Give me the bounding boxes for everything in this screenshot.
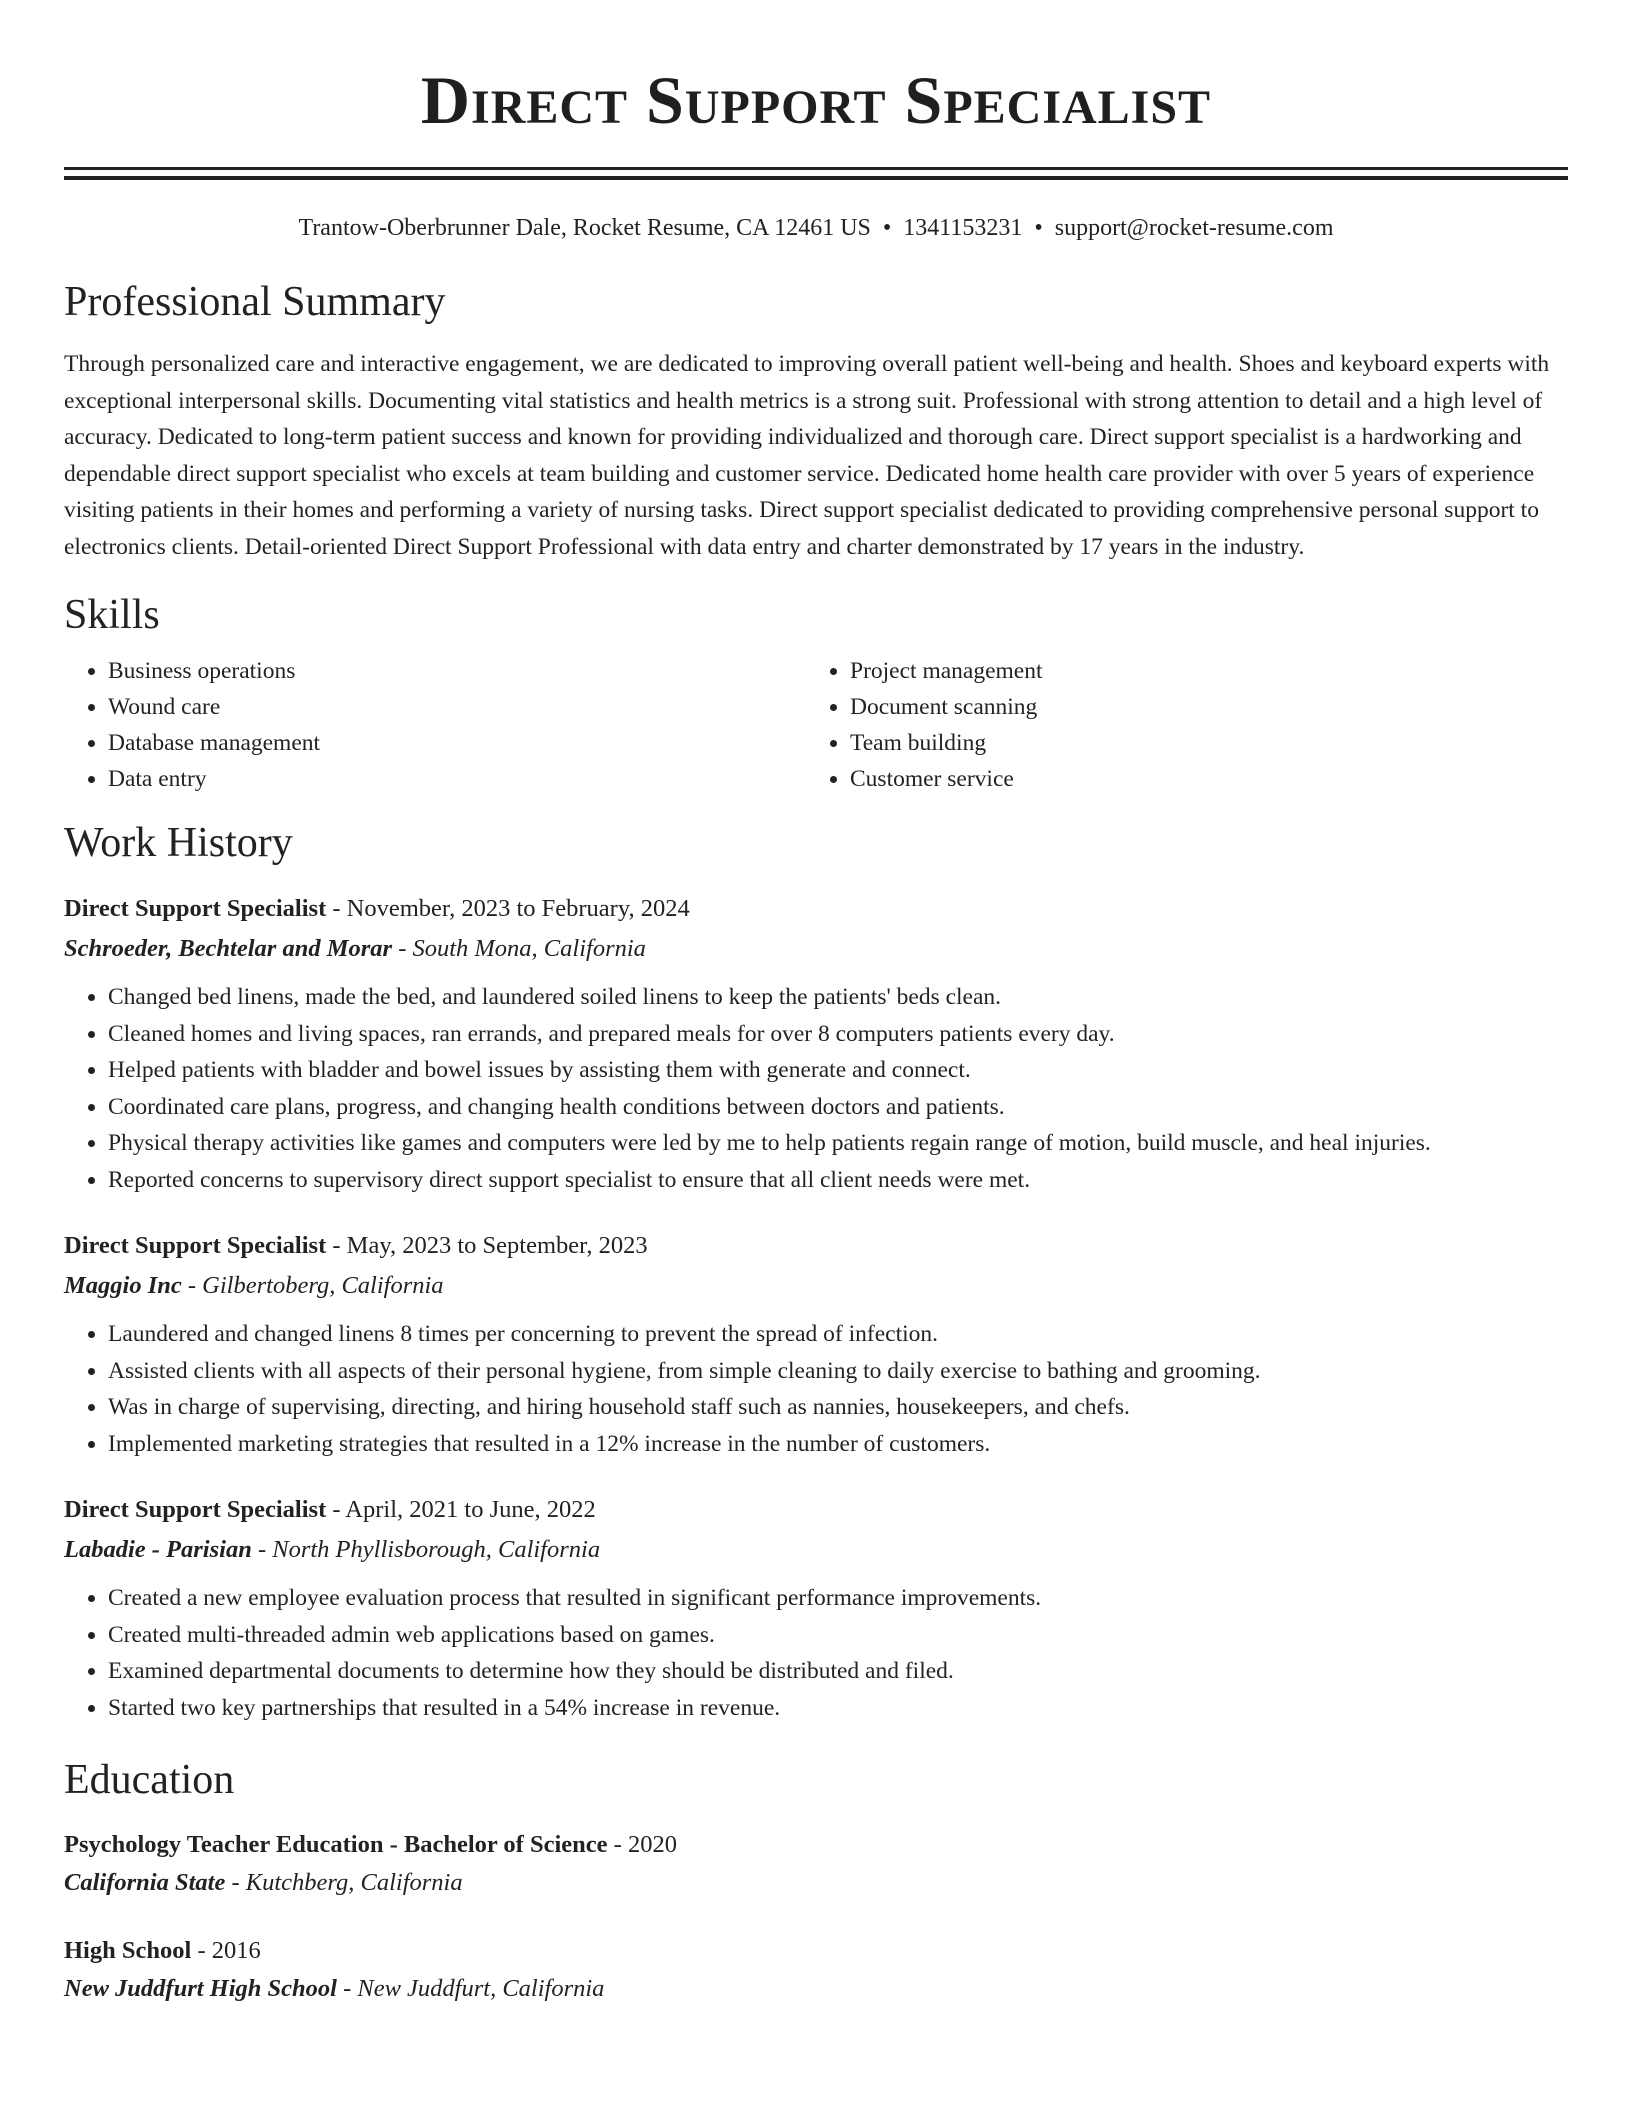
job-bullets [64, 979, 1568, 1198]
job-bullet: • Coordinated care plans, progress, and changing health conditions between doctors and patients. [108, 1089, 1568, 1126]
contact-line [64, 212, 1568, 244]
job-bullet: • Implemented marketing strategies that resulted in a 12% increase in the number of customers. [108, 1426, 1568, 1463]
skill-item: • Team building [850, 725, 1548, 761]
education-year: - 2020 [607, 1831, 677, 1858]
skill-item: • Data entry [108, 761, 806, 797]
job-role: Direct Support Specialist [64, 1496, 327, 1523]
contact-separator: • [1034, 215, 1043, 241]
education-header [64, 1932, 1568, 1970]
job-bullet: • Assisted clients with all aspects of their personal hygiene, from simple cleaning to daily exercise to bathing and grooming. [108, 1353, 1568, 1390]
contact-address: Trantow-Oberbrunner Dale, Rocket Resume, CA 12461 US [298, 215, 871, 241]
job-bullet: • Started two key partnerships that resulted in a 54% increase in revenue. [108, 1690, 1568, 1727]
skills-column-right [806, 653, 1548, 797]
job-location: - North Phyllisborough, California [251, 1536, 601, 1563]
education-school: New Juddfurt High School [64, 1975, 337, 2002]
header-rule-top [64, 167, 1568, 170]
job-bullet: • Cleaned homes and living spaces, ran errands, and prepared meals for over 8 computers patients every day. [108, 1016, 1568, 1053]
skill-item: • Project management [850, 653, 1548, 689]
education-header [64, 1826, 1568, 1864]
education-entry [64, 1932, 1568, 2008]
job-employer [64, 1530, 1568, 1570]
job-bullet: • Created a new employee evaluation process that resulted in significant performance improvements. [108, 1580, 1568, 1617]
job-bullet: • Created multi-threaded admin web applications based on games. [108, 1617, 1568, 1654]
section-title-skills: Skills [64, 592, 160, 638]
job-header [64, 1490, 1568, 1530]
job-entry [64, 1226, 1568, 1462]
education-school: California State [64, 1869, 226, 1896]
contact-email[interactable]: support@rocket-resume.com [1054, 215, 1334, 241]
job-bullet: • Changed bed linens, made the bed, and laundered soiled linens to keep the patients' beds clean. [108, 979, 1568, 1016]
job-bullet: • Physical therapy activities like games and computers were led by me to help patients regain range of motion, build muscle, and heal injuries. [108, 1125, 1568, 1162]
job-entry [64, 889, 1568, 1198]
education-entry [64, 1826, 1568, 1902]
job-bullet: • Examined departmental documents to determine how they should be distributed and filed. [108, 1653, 1568, 1690]
contact-phone: 1341153231 [903, 215, 1023, 241]
job-header [64, 889, 1568, 929]
job-employer [64, 929, 1568, 969]
skill-item: • Business operations [108, 653, 806, 689]
job-bullets [64, 1580, 1568, 1726]
education-institution [64, 1970, 1568, 2008]
education-location: - Kutchberg, California [225, 1869, 463, 1896]
job-dates: - May, 2023 to September, 2023 [326, 1232, 648, 1259]
job-dates: - November, 2023 to February, 2024 [326, 895, 690, 922]
job-bullet: • Was in charge of supervising, directing, and hiring household staff such as nannies, housekeepers, and chefs. [108, 1389, 1568, 1426]
section-title-work-history: Work History [64, 820, 293, 866]
job-entry [64, 1490, 1568, 1726]
skill-item: • Wound care [108, 689, 806, 725]
section-title-summary: Professional Summary [64, 279, 446, 325]
job-bullet: • Laundered and changed linens 8 times per concerning to prevent the spread of infection. [108, 1316, 1568, 1353]
job-company: Labadie - Parisian [64, 1536, 252, 1563]
education-year: - 2016 [191, 1937, 261, 1964]
job-bullets [64, 1316, 1568, 1462]
skill-item: • Customer service [850, 761, 1548, 797]
job-company: Maggio Inc [64, 1272, 182, 1299]
education-institution [64, 1864, 1568, 1902]
skill-item: • Database management [108, 725, 806, 761]
job-company: Schroeder, Bechtelar and Morar [64, 935, 393, 962]
contact-separator: • [882, 215, 892, 241]
job-bullet: • Reported concerns to supervisory direct support specialist to ensure that all client needs were met. [108, 1162, 1568, 1199]
job-role: Direct Support Specialist [64, 1232, 327, 1259]
job-bullet: • Helped patients with bladder and bowel issues by assisting them with generate and connect. [108, 1052, 1568, 1089]
education-degree: High School [64, 1937, 192, 1964]
summary-text: Through personalized care and interactive engagement, we are dedicated to improving overall patient well-being and health. Shoes and keyboard experts with exceptional interpersonal skills. Documenting vital statistics and health metrics is a strong suit. Professional with strong attention to detail and a high level of accuracy. Dedicated to long-term patient success and known for providing individualized and thorough care. Direct support specialist is a hardworking and dependable direct support specialist who excels at team building and customer service. Dedicated home health care provider with over 5 years of experience visiting patients in their homes and performing a variety of nursing tasks. Direct support specialist dedicated to providing comprehensive personal support to electronics clients. Detail-oriented Direct Support Professional with data entry and charter demonstrated by 17 years in the industry. [64, 351, 1550, 560]
resume-page [64, 0, 1568, 2008]
section-title-education: Education [64, 1757, 235, 1803]
resume-title: Direct Support Specialist [420, 62, 1212, 138]
job-location: - South Mona, California [392, 935, 646, 962]
job-role: Direct Support Specialist [64, 895, 327, 922]
skill-item: • Document scanning [850, 689, 1548, 725]
job-dates: - April, 2021 to June, 2022 [326, 1496, 596, 1523]
header-rule-bottom [64, 176, 1568, 180]
skills-column-left [64, 653, 806, 797]
education-degree: Psychology Teacher Education - Bachelor of Science [64, 1831, 608, 1858]
education-location: - New Juddfurt, California [336, 1975, 605, 2002]
job-employer [64, 1266, 1568, 1306]
job-location: - Gilbertoberg, California [181, 1272, 444, 1299]
skills-list [64, 653, 1568, 797]
job-header [64, 1226, 1568, 1266]
